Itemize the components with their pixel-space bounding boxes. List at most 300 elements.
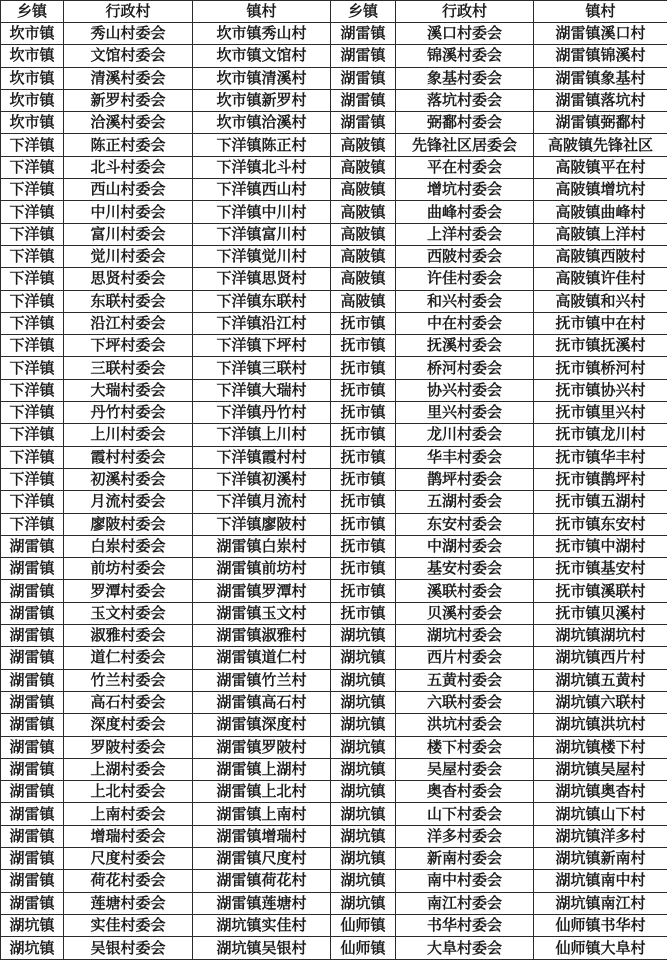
table-row [1, 89, 667, 111]
table-cell: 抚市镇鹊坪村 [534, 468, 667, 490]
table-cell: 湖坑村委会 [396, 625, 534, 647]
header-township-right: 乡镇 [331, 1, 396, 23]
table-row [1, 558, 667, 580]
table-cell: 抚市镇华丰村 [534, 446, 667, 468]
table-cell: 湖雷镇 [1, 847, 64, 869]
table-row [1, 669, 667, 691]
table-cell: 湖坑镇南江村 [534, 892, 667, 914]
table-cell: 湖雷镇增瑞村 [193, 825, 331, 847]
table-row [1, 535, 667, 557]
table-cell: 高陂镇 [331, 179, 396, 201]
table-cell: 湖坑镇 [331, 870, 396, 892]
table-cell: 坎市镇 [1, 23, 64, 45]
table-cell: 湖雷镇尺度村 [193, 847, 331, 869]
table-cell: 高陂镇 [331, 201, 396, 223]
table-row [1, 847, 667, 869]
table-row [1, 602, 667, 624]
table-cell: 高石村委会 [64, 691, 193, 713]
table-cell: 湖雷镇 [1, 602, 64, 624]
table-cell: 湖雷镇竹兰村 [193, 669, 331, 691]
table-cell: 抚市镇中在村 [534, 312, 667, 334]
table-cell: 高陂镇 [331, 156, 396, 178]
table-cell: 下坪村委会 [64, 335, 193, 357]
table-cell: 湖雷镇 [1, 535, 64, 557]
table-cell: 湖雷镇白岽村 [193, 535, 331, 557]
table-cell: 清溪村委会 [64, 67, 193, 89]
table-cell: 初溪村委会 [64, 468, 193, 490]
table-row [1, 892, 667, 914]
table-row [1, 758, 667, 780]
table-cell: 仙师镇书华村 [534, 914, 667, 936]
table-cell: 湖坑镇 [331, 736, 396, 758]
table-cell: 道仁村委会 [64, 647, 193, 669]
table-cell: 湖坑镇 [331, 691, 396, 713]
table-cell: 罗陂村委会 [64, 736, 193, 758]
table-cell: 上南村委会 [64, 803, 193, 825]
table-row [1, 714, 667, 736]
table-cell: 抚市镇溪联村 [534, 580, 667, 602]
table-cell: 莲塘村委会 [64, 892, 193, 914]
table-cell: 湖雷镇 [331, 23, 396, 45]
table-cell: 下洋镇初溪村 [193, 468, 331, 490]
table-cell: 下洋镇思贤村 [193, 268, 331, 290]
table-cell: 抚市镇 [331, 357, 396, 379]
header-town-village-right: 镇村 [534, 1, 667, 23]
table-cell: 西山村委会 [64, 179, 193, 201]
table-cell: 湖坑镇 [331, 625, 396, 647]
table-cell: 抚市镇 [331, 558, 396, 580]
table-cell: 湖坑镇洪坑村 [534, 714, 667, 736]
table-row [1, 781, 667, 803]
table-cell: 抚市镇基安村 [534, 558, 667, 580]
table-cell: 山下村委会 [396, 803, 534, 825]
table-row [1, 491, 667, 513]
table-cell: 高陂镇上洋村 [534, 223, 667, 245]
table-cell: 基安村委会 [396, 558, 534, 580]
table-cell: 上洋村委会 [396, 223, 534, 245]
table-cell: 下洋镇 [1, 245, 64, 267]
table-cell: 霞村村委会 [64, 446, 193, 468]
header-township-left: 乡镇 [1, 1, 64, 23]
table-cell: 湖雷镇上北村 [193, 781, 331, 803]
table-cell: 高陂镇曲峰村 [534, 201, 667, 223]
table-cell: 下洋镇 [1, 402, 64, 424]
table-cell: 下洋镇 [1, 156, 64, 178]
table-cell: 白岽村委会 [64, 535, 193, 557]
table-cell: 湖坑镇奥杳村 [534, 781, 667, 803]
table-cell: 下洋镇三联村 [193, 357, 331, 379]
table-cell: 高陂镇平在村 [534, 156, 667, 178]
table-cell: 抚市镇贝溪村 [534, 602, 667, 624]
table-cell: 湖雷镇 [1, 647, 64, 669]
table-cell: 荷花村委会 [64, 870, 193, 892]
table-row [1, 691, 667, 713]
table-cell: 湖坑镇吴屋村 [534, 758, 667, 780]
table-cell: 下洋镇 [1, 491, 64, 513]
table-cell: 新南村委会 [396, 847, 534, 869]
table-row [1, 914, 667, 936]
table-cell: 上北村委会 [64, 781, 193, 803]
table-cell: 高陂镇 [331, 290, 396, 312]
table-cell: 下洋镇下坪村 [193, 335, 331, 357]
table-cell: 湖雷镇锦溪村 [534, 45, 667, 67]
table-cell: 北斗村委会 [64, 156, 193, 178]
table-cell: 下洋镇 [1, 357, 64, 379]
table-cell: 湖雷镇荷花村 [193, 870, 331, 892]
table-cell: 高陂镇和兴村 [534, 290, 667, 312]
table-cell: 月流村委会 [64, 491, 193, 513]
table-row [1, 468, 667, 490]
table-cell: 抚市镇 [331, 446, 396, 468]
table-cell: 湖雷镇 [1, 736, 64, 758]
table-row [1, 112, 667, 134]
table-cell: 溪口村委会 [396, 23, 534, 45]
table-cell: 湖雷镇 [1, 758, 64, 780]
table-cell: 抚市镇 [331, 424, 396, 446]
table-cell: 湖雷镇淑雅村 [193, 625, 331, 647]
table-body [1, 23, 667, 960]
table-cell: 锦溪村委会 [396, 45, 534, 67]
table-cell: 抚市镇中湖村 [534, 535, 667, 557]
table-row [1, 179, 667, 201]
table-cell: 许佳村委会 [396, 268, 534, 290]
table-cell: 湖雷镇 [331, 67, 396, 89]
table-row [1, 290, 667, 312]
table-row [1, 647, 667, 669]
table-cell: 湖坑镇新南村 [534, 847, 667, 869]
table-cell: 高陂镇 [331, 134, 396, 156]
table-row [1, 625, 667, 647]
table-cell: 高陂镇先锋社区 [534, 134, 667, 156]
table-cell: 抚市镇 [331, 535, 396, 557]
table-cell: 和兴村委会 [396, 290, 534, 312]
table-cell: 湖坑镇 [331, 781, 396, 803]
table-cell: 湖坑镇楼下村 [534, 736, 667, 758]
table-cell: 下洋镇 [1, 223, 64, 245]
table-cell: 湖坑镇五黄村 [534, 669, 667, 691]
table-cell: 竹兰村委会 [64, 669, 193, 691]
table-row [1, 67, 667, 89]
table-cell: 廖陂村委会 [64, 513, 193, 535]
table-cell: 抚市镇 [331, 491, 396, 513]
table-cell: 新罗村委会 [64, 89, 193, 111]
table-cell: 高陂镇 [331, 268, 396, 290]
table-cell: 抚市镇龙川村 [534, 424, 667, 446]
table-cell: 湖坑镇实佳村 [193, 914, 331, 936]
table-cell: 中在村委会 [396, 312, 534, 334]
table-cell: 下洋镇丹竹村 [193, 402, 331, 424]
table-cell: 高陂镇许佳村 [534, 268, 667, 290]
table-cell: 高陂镇 [331, 223, 396, 245]
table-cell: 下洋镇陈正村 [193, 134, 331, 156]
table-cell: 湖雷镇 [1, 580, 64, 602]
table-row [1, 446, 667, 468]
table-cell: 东安村委会 [396, 513, 534, 535]
table-cell: 高陂镇西陂村 [534, 245, 667, 267]
table-cell: 湖坑镇 [1, 914, 64, 936]
table-cell: 六联村委会 [396, 691, 534, 713]
table-cell: 淑雅村委会 [64, 625, 193, 647]
table-row [1, 937, 667, 960]
table-cell: 下洋镇 [1, 424, 64, 446]
table-cell: 上川村委会 [64, 424, 193, 446]
table-row [1, 245, 667, 267]
table-cell: 西陂村委会 [396, 245, 534, 267]
table-cell: 觉川村委会 [64, 245, 193, 267]
table-cell: 下洋镇月流村 [193, 491, 331, 513]
table-cell: 下洋镇 [1, 468, 64, 490]
table-cell: 仙师镇 [331, 937, 396, 960]
table-cell: 抚市镇 [331, 513, 396, 535]
table-row [1, 312, 667, 334]
table-cell: 下洋镇 [1, 312, 64, 334]
table-cell: 溪联村委会 [396, 580, 534, 602]
table-cell: 湖雷镇前坊村 [193, 558, 331, 580]
table-cell: 下洋镇中川村 [193, 201, 331, 223]
table-row [1, 223, 667, 245]
table-cell: 深度村委会 [64, 714, 193, 736]
table-cell: 湖雷镇 [1, 781, 64, 803]
table-row [1, 357, 667, 379]
table-cell: 玉文村委会 [64, 602, 193, 624]
table-cell: 湖坑镇湖坑村 [534, 625, 667, 647]
table-cell: 五黄村委会 [396, 669, 534, 691]
table-cell: 湖雷镇上南村 [193, 803, 331, 825]
table-cell: 增坑村委会 [396, 179, 534, 201]
table-cell: 楼下村委会 [396, 736, 534, 758]
table-cell: 湖雷镇 [1, 691, 64, 713]
table-row [1, 201, 667, 223]
table-cell: 南江村委会 [396, 892, 534, 914]
table-cell: 奥杳村委会 [396, 781, 534, 803]
table-cell: 三联村委会 [64, 357, 193, 379]
table-cell: 湖雷镇罗陂村 [193, 736, 331, 758]
table-cell: 下洋镇 [1, 513, 64, 535]
table-cell: 湖雷镇落坑村 [534, 89, 667, 111]
table-cell: 协兴村委会 [396, 379, 534, 401]
table-cell: 贝溪村委会 [396, 602, 534, 624]
table-cell: 象基村委会 [396, 67, 534, 89]
table-cell: 湖雷镇深度村 [193, 714, 331, 736]
table-cell: 湖坑镇西片村 [534, 647, 667, 669]
table-row [1, 870, 667, 892]
table-cell: 湖雷镇道仁村 [193, 647, 331, 669]
table-cell: 湖雷镇莲塘村 [193, 892, 331, 914]
table-cell: 抚市镇 [331, 580, 396, 602]
table-cell: 坎市镇 [1, 89, 64, 111]
table-row [1, 513, 667, 535]
table-cell: 下洋镇 [1, 179, 64, 201]
table-row [1, 335, 667, 357]
table-row [1, 402, 667, 424]
table-cell: 中湖村委会 [396, 535, 534, 557]
table-cell: 鹊坪村委会 [396, 468, 534, 490]
table-cell: 湖坑镇洋多村 [534, 825, 667, 847]
table-cell: 吴银村委会 [64, 937, 193, 960]
table-cell: 湖雷镇上湖村 [193, 758, 331, 780]
table-cell: 抚市镇 [331, 312, 396, 334]
table-cell: 湖坑镇 [331, 647, 396, 669]
table-cell: 抚市镇里兴村 [534, 402, 667, 424]
table-cell: 湖雷镇 [331, 89, 396, 111]
table-cell: 抚市镇 [331, 379, 396, 401]
table-cell: 陈正村委会 [64, 134, 193, 156]
table-cell: 湖坑镇 [331, 758, 396, 780]
table-cell: 洪坑村委会 [396, 714, 534, 736]
table-cell: 湖雷镇象基村 [534, 67, 667, 89]
table-cell: 文馆村委会 [64, 45, 193, 67]
table-cell: 湖雷镇弼鄱村 [534, 112, 667, 134]
table-cell: 仙师镇大阜村 [534, 937, 667, 960]
table-row [1, 379, 667, 401]
table-cell: 湖坑镇 [331, 892, 396, 914]
table-cell: 抚市镇 [331, 468, 396, 490]
table-cell: 罗潭村委会 [64, 580, 193, 602]
table-cell: 前坊村委会 [64, 558, 193, 580]
table-cell: 平在村委会 [396, 156, 534, 178]
table-cell: 抚市镇桥河村 [534, 357, 667, 379]
table-cell: 湖坑镇 [331, 825, 396, 847]
table-cell: 湖坑镇六联村 [534, 691, 667, 713]
table-cell: 下洋镇 [1, 379, 64, 401]
table-cell: 下洋镇廖陂村 [193, 513, 331, 535]
table-cell: 先锋社区居委会 [396, 134, 534, 156]
table-cell: 湖雷镇罗潭村 [193, 580, 331, 602]
table-header-row [1, 1, 667, 23]
table-cell: 增瑞村委会 [64, 825, 193, 847]
table-row [1, 268, 667, 290]
table-row [1, 134, 667, 156]
table-cell: 下洋镇 [1, 268, 64, 290]
table-cell: 下洋镇 [1, 446, 64, 468]
table-cell: 富川村委会 [64, 223, 193, 245]
table-cell: 实佳村委会 [64, 914, 193, 936]
table-cell: 湖雷镇 [1, 669, 64, 691]
table-row [1, 803, 667, 825]
table-cell: 上湖村委会 [64, 758, 193, 780]
table-cell: 湖坑镇 [331, 803, 396, 825]
table-row [1, 825, 667, 847]
table-cell: 下洋镇上川村 [193, 424, 331, 446]
table-cell: 丹竹村委会 [64, 402, 193, 424]
table-cell: 南中村委会 [396, 870, 534, 892]
table-cell: 高陂镇 [331, 245, 396, 267]
table-cell: 尺度村委会 [64, 847, 193, 869]
table-cell: 下洋镇沿江村 [193, 312, 331, 334]
table-cell: 抚市镇 [331, 335, 396, 357]
table-cell: 抚市镇五湖村 [534, 491, 667, 513]
table-cell: 大瑞村委会 [64, 379, 193, 401]
table-cell: 坎市镇 [1, 45, 64, 67]
table-cell: 湖坑镇吴银村 [193, 937, 331, 960]
table-cell: 坎市镇新罗村 [193, 89, 331, 111]
table-cell: 下洋镇 [1, 335, 64, 357]
table-cell: 下洋镇 [1, 290, 64, 312]
table-cell: 抚市镇东安村 [534, 513, 667, 535]
table-row [1, 580, 667, 602]
table-cell: 下洋镇大瑞村 [193, 379, 331, 401]
table-cell: 落坑村委会 [396, 89, 534, 111]
table-cell: 秀山村委会 [64, 23, 193, 45]
table-cell: 西片村委会 [396, 647, 534, 669]
table-cell: 下洋镇富川村 [193, 223, 331, 245]
table-cell: 龙川村委会 [396, 424, 534, 446]
table-cell: 湖雷镇 [331, 112, 396, 134]
table-cell: 思贤村委会 [64, 268, 193, 290]
table-cell: 下洋镇霞村村 [193, 446, 331, 468]
table-row [1, 424, 667, 446]
table-cell: 湖雷镇 [1, 625, 64, 647]
table-cell: 书华村委会 [396, 914, 534, 936]
table-cell: 湖雷镇 [1, 803, 64, 825]
table-cell: 抚溪村委会 [396, 335, 534, 357]
table-cell: 抚市镇协兴村 [534, 379, 667, 401]
table-cell: 下洋镇北斗村 [193, 156, 331, 178]
table-cell: 沿江村委会 [64, 312, 193, 334]
table-cell: 湖雷镇 [1, 870, 64, 892]
header-town-village-left: 镇村 [193, 1, 331, 23]
table-cell: 湖坑镇山下村 [534, 803, 667, 825]
table-row [1, 736, 667, 758]
table-cell: 坎市镇文馆村 [193, 45, 331, 67]
table-cell: 洽溪村委会 [64, 112, 193, 134]
table-cell: 湖雷镇 [1, 825, 64, 847]
table-cell: 湖雷镇 [1, 714, 64, 736]
table-cell: 抚市镇 [331, 402, 396, 424]
table-cell: 曲峰村委会 [396, 201, 534, 223]
table-cell: 湖雷镇 [331, 45, 396, 67]
table-cell: 东联村委会 [64, 290, 193, 312]
table-cell: 湖雷镇玉文村 [193, 602, 331, 624]
table-cell: 弼鄱村委会 [396, 112, 534, 134]
header-admin-village-right: 行政村 [396, 1, 534, 23]
table-cell: 湖雷镇高石村 [193, 691, 331, 713]
table-cell: 湖坑镇 [331, 847, 396, 869]
table-row [1, 23, 667, 45]
table-cell: 洋多村委会 [396, 825, 534, 847]
table-cell: 桥河村委会 [396, 357, 534, 379]
table-row [1, 156, 667, 178]
header-admin-village-left: 行政村 [64, 1, 193, 23]
table-cell: 中川村委会 [64, 201, 193, 223]
table-cell: 里兴村委会 [396, 402, 534, 424]
table-cell: 坎市镇秀山村 [193, 23, 331, 45]
table-cell: 坎市镇 [1, 112, 64, 134]
table-cell: 湖雷镇 [1, 558, 64, 580]
table-cell: 吴屋村委会 [396, 758, 534, 780]
table-cell: 湖坑镇 [331, 714, 396, 736]
table-cell: 下洋镇觉川村 [193, 245, 331, 267]
table-cell: 湖坑镇 [331, 669, 396, 691]
table-cell: 下洋镇东联村 [193, 290, 331, 312]
table-cell: 湖雷镇溪口村 [534, 23, 667, 45]
table-cell: 坎市镇清溪村 [193, 67, 331, 89]
table-cell: 大阜村委会 [396, 937, 534, 960]
table-cell: 湖雷镇 [1, 892, 64, 914]
table-cell: 湖坑镇南中村 [534, 870, 667, 892]
table-cell: 仙师镇 [331, 914, 396, 936]
table-cell: 抚市镇 [331, 602, 396, 624]
table-cell: 高陂镇增坑村 [534, 179, 667, 201]
table-cell: 湖坑镇 [1, 937, 64, 960]
table-cell: 下洋镇 [1, 134, 64, 156]
table-cell: 坎市镇 [1, 67, 64, 89]
table-cell: 华丰村委会 [396, 446, 534, 468]
table-cell: 抚市镇抚溪村 [534, 335, 667, 357]
table-row [1, 45, 667, 67]
table-cell: 下洋镇 [1, 201, 64, 223]
table-cell: 下洋镇西山村 [193, 179, 331, 201]
